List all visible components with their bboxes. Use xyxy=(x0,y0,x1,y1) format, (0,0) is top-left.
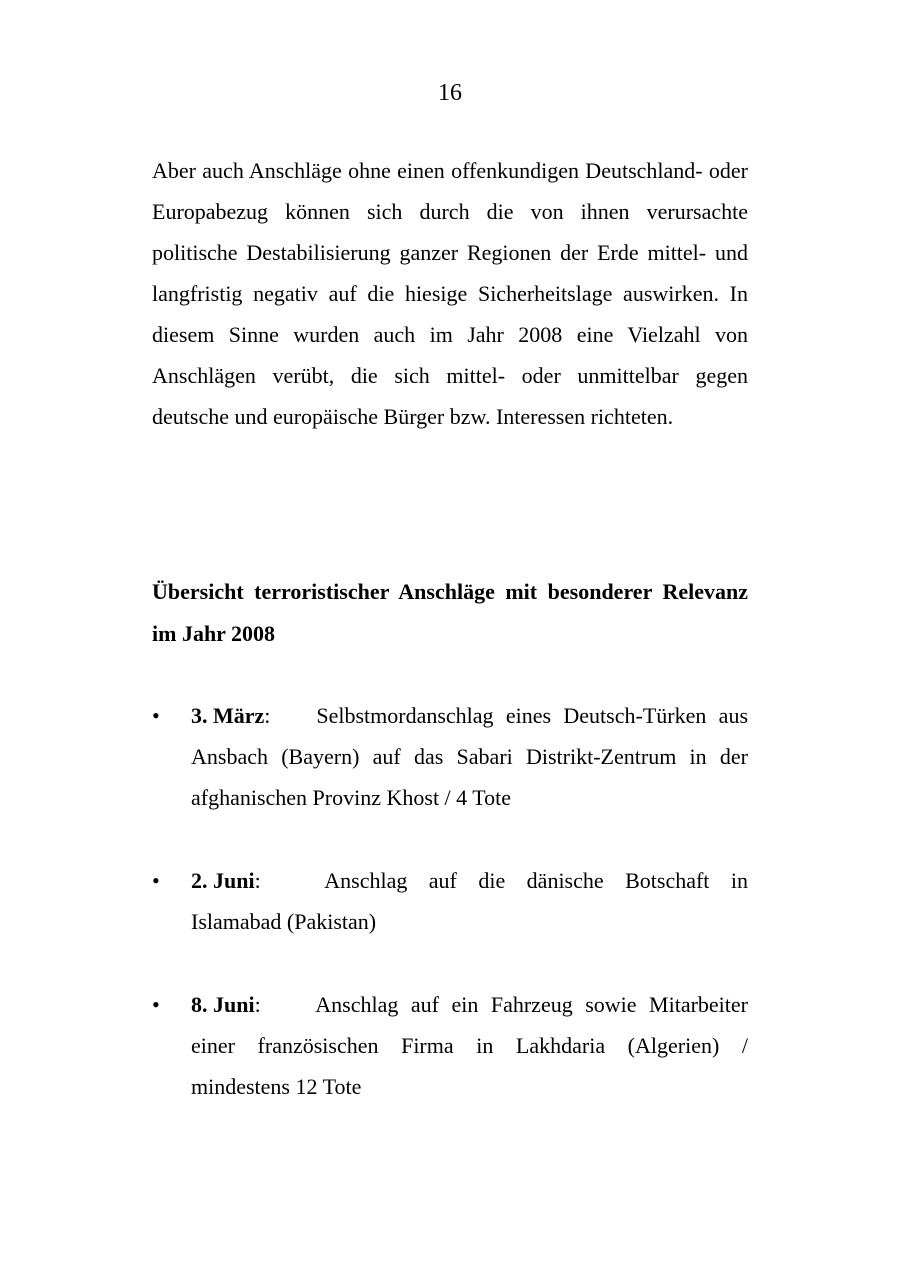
section-heading: Übersicht terroristischer Anschläge mit besonderer Relevanz im Jahr 2008 xyxy=(152,579,748,646)
intro-paragraph: Aber auch Anschläge ohne einen offenkundigen Deutschland- oder Europabezug können sich durch die von ihnen verursachte politische Destabilisierung ganzer Regionen der Erde mittel- und langfristig negativ auf die hiesige Sicherheitslage auswirken. In diesem Sinne wurden auch im Jahr 2008 eine Vielzahl von Anschlägen verübt, die sich mittel- oder unmittelbar gegen deutsche und europäische Bürger bzw. Interessen richteten. xyxy=(152,158,748,429)
date-column xyxy=(191,695,304,736)
attack-description: Selbstmordanschlag eines Deutsch-Türken aus Ansbach (Bayern) auf das Sabari Distrikt-Zentrum in der afghanischen Provinz Khost / 4 Tote xyxy=(191,703,749,810)
date-colon: : xyxy=(254,868,261,893)
date-column xyxy=(191,860,304,901)
attack-description: Anschlag auf die dänische Botschaft in Islamabad (Pakistan) xyxy=(191,868,748,934)
bullet-icon: • xyxy=(152,992,160,1017)
list-item xyxy=(152,984,748,1107)
list-item xyxy=(152,860,748,942)
page-number: 16 xyxy=(438,80,462,106)
bullet-icon: • xyxy=(152,703,160,728)
date-colon: : xyxy=(254,992,261,1017)
attack-list xyxy=(152,695,748,1107)
attack-date: 8. Juni xyxy=(191,992,255,1017)
list-item xyxy=(152,695,748,818)
date-column xyxy=(191,984,304,1025)
attack-date: 2. Juni xyxy=(191,868,255,893)
page-content xyxy=(152,150,748,1149)
bullet-icon: • xyxy=(152,868,160,893)
date-colon: : xyxy=(264,703,271,728)
attack-date: 3. März xyxy=(191,703,265,728)
attack-description: Anschlag auf ein Fahrzeug sowie Mitarbeiter einer französischen Firma in Lakhdaria (Algerien) / mindestens 12 Tote xyxy=(191,992,748,1099)
